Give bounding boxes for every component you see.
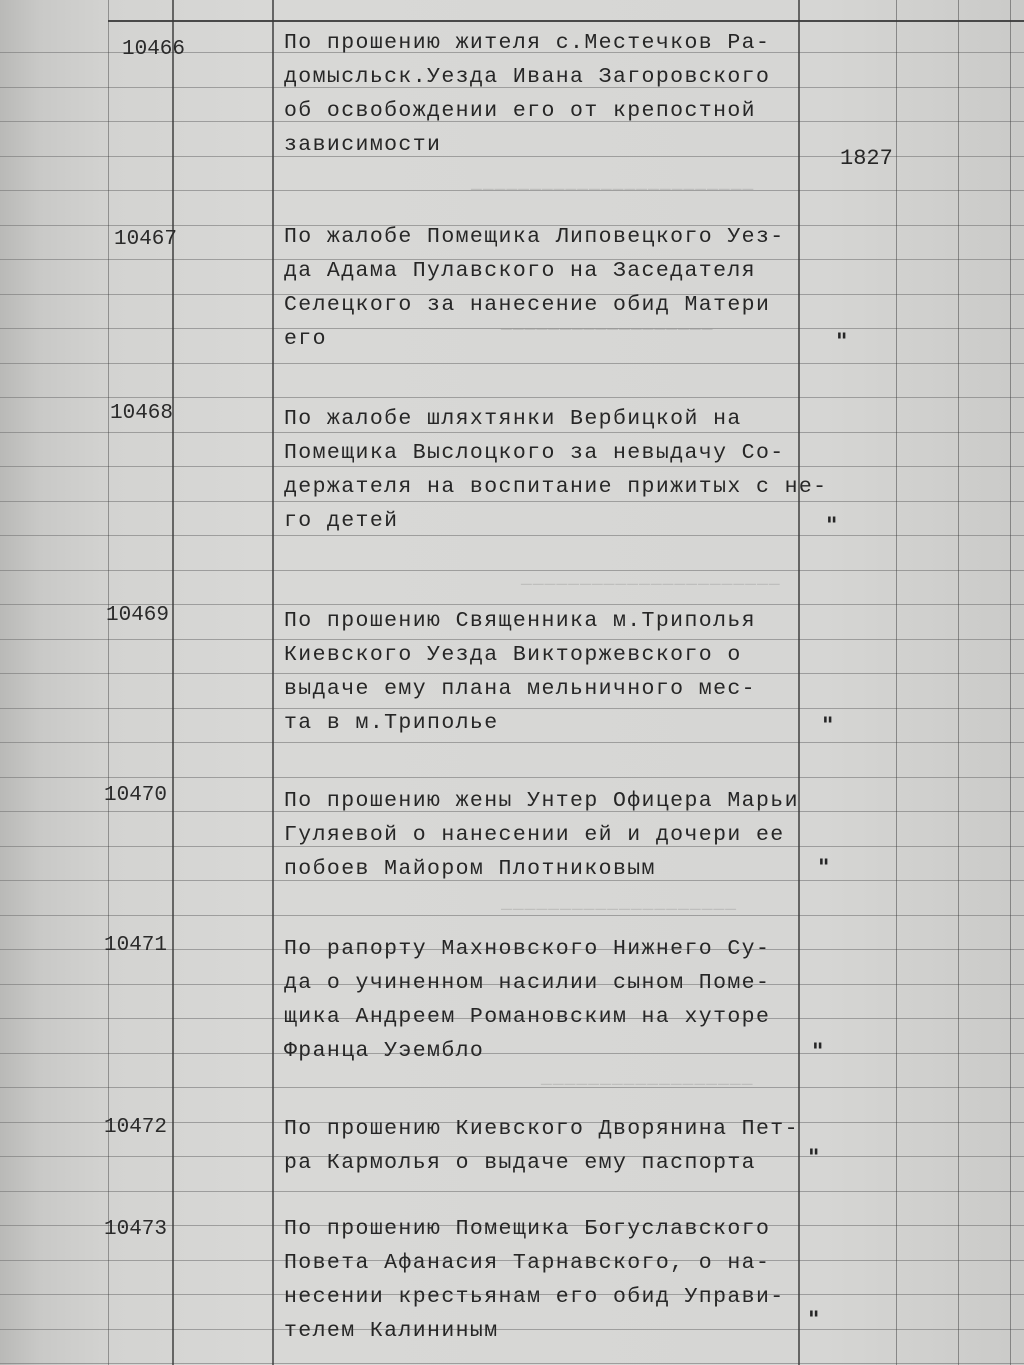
header-rule bbox=[108, 20, 1024, 22]
entry-line: да Адама Пулавского на Заседателя bbox=[284, 259, 756, 283]
column-rule bbox=[958, 0, 959, 1365]
entry-line: выдаче ему плана мельничного мес- bbox=[284, 677, 756, 701]
column-rule bbox=[272, 0, 274, 1365]
entry-line: Повета Афанасия Тарнавского, о на- bbox=[284, 1251, 771, 1275]
ditto-mark: " bbox=[808, 1308, 820, 1333]
ruled-line bbox=[0, 742, 1024, 743]
ditto-mark: " bbox=[822, 714, 834, 739]
entry-line: его bbox=[284, 327, 327, 351]
entry-description bbox=[284, 604, 804, 740]
entry-line: По рапорту Махновского Нижнего Су- bbox=[284, 937, 771, 961]
entry-line: ра Кармолья о выдаче ему паспорта bbox=[284, 1151, 756, 1175]
entry-number: 10472 bbox=[104, 1116, 168, 1139]
entry-line: несении крестьянам его обид Управи- bbox=[284, 1285, 785, 1309]
entry-line: По прошению жены Унтер Офицера Марьи bbox=[284, 789, 799, 813]
entry-number: 10470 bbox=[104, 784, 168, 807]
ditto-mark: " bbox=[808, 1146, 820, 1171]
bleed-through-text: —————————————————— bbox=[500, 320, 713, 340]
ruled-line bbox=[0, 570, 1024, 571]
ruled-line bbox=[0, 397, 1024, 398]
ruled-line bbox=[0, 363, 1024, 364]
column-rule bbox=[896, 0, 897, 1365]
entry-line: По прошению жителя с.Местечков Ра- bbox=[284, 31, 771, 55]
entry-line: Франца Уэембло bbox=[284, 1039, 485, 1063]
entry-number: 10468 bbox=[110, 402, 174, 425]
entry-line: телем Калининым bbox=[284, 1319, 499, 1343]
entry-number: 10473 bbox=[104, 1218, 168, 1241]
bleed-through-text: ———————————————————— bbox=[500, 900, 737, 920]
entry-date: 1827 bbox=[840, 146, 893, 171]
bleed-through-text: —————————————————————— bbox=[520, 575, 780, 595]
ruled-line bbox=[0, 1363, 1024, 1364]
entry-line: об освобождении его от крепостной bbox=[284, 99, 756, 123]
entry-description bbox=[284, 26, 804, 162]
bleed-through-text: —————————————————— bbox=[540, 1075, 753, 1095]
entry-line: зависимости bbox=[284, 133, 442, 157]
entry-line: По жалобе шляхтянки Вербицкой на bbox=[284, 407, 742, 431]
entry-description bbox=[284, 1112, 804, 1180]
ditto-mark: " bbox=[818, 856, 830, 881]
entry-line: щика Андреем Романовским на хуторе bbox=[284, 1005, 771, 1029]
entry-line: Селецкого за нанесение обид Матери bbox=[284, 293, 771, 317]
entry-line: побоев Майором Плотниковым bbox=[284, 857, 656, 881]
ruled-line bbox=[0, 777, 1024, 778]
bleed-through-text: ———————————————————————— bbox=[470, 180, 754, 200]
entry-line: Киевского Уезда Викторжевского о bbox=[284, 643, 742, 667]
entry-number: 10467 bbox=[114, 228, 178, 251]
ditto-mark: " bbox=[836, 330, 848, 355]
entry-number: 10471 bbox=[104, 934, 168, 957]
ruled-line bbox=[0, 1087, 1024, 1088]
ruled-line bbox=[0, 1191, 1024, 1192]
entry-line: По прошению Священника м.Триполья bbox=[284, 609, 756, 633]
entry-line: По прошению Помещика Богуславского bbox=[284, 1217, 771, 1241]
column-rule bbox=[108, 0, 109, 1365]
entry-line: да о учиненном насилии сыном Поме- bbox=[284, 971, 771, 995]
column-rule bbox=[172, 0, 174, 1365]
entry-description bbox=[284, 1212, 804, 1348]
entry-number: 10469 bbox=[106, 604, 170, 627]
entry-number: 10466 bbox=[122, 38, 186, 61]
entry-line: Гуляевой о нанесении ей и дочери ее bbox=[284, 823, 785, 847]
entry-line: держателя на воспитание прижитых с не- bbox=[284, 475, 828, 499]
entry-description bbox=[284, 402, 828, 538]
ditto-mark: " bbox=[812, 1040, 824, 1065]
entry-line: По жалобе Помещика Липовецкого Уез- bbox=[284, 225, 785, 249]
entry-line: Помещика Выслоцкого за невыдачу Со- bbox=[284, 441, 785, 465]
ditto-mark: " bbox=[826, 514, 838, 539]
column-rule bbox=[1010, 0, 1011, 1365]
entry-description bbox=[284, 784, 804, 886]
entry-line: По прошению Киевского Дворянина Пет- bbox=[284, 1117, 799, 1141]
entry-description bbox=[284, 932, 804, 1068]
entry-line: го детей bbox=[284, 509, 399, 533]
entry-description bbox=[284, 220, 804, 356]
entry-line: домысльск.Уезда Ивана Загоровского bbox=[284, 65, 771, 89]
entry-line: та в м.Триполье bbox=[284, 711, 499, 735]
